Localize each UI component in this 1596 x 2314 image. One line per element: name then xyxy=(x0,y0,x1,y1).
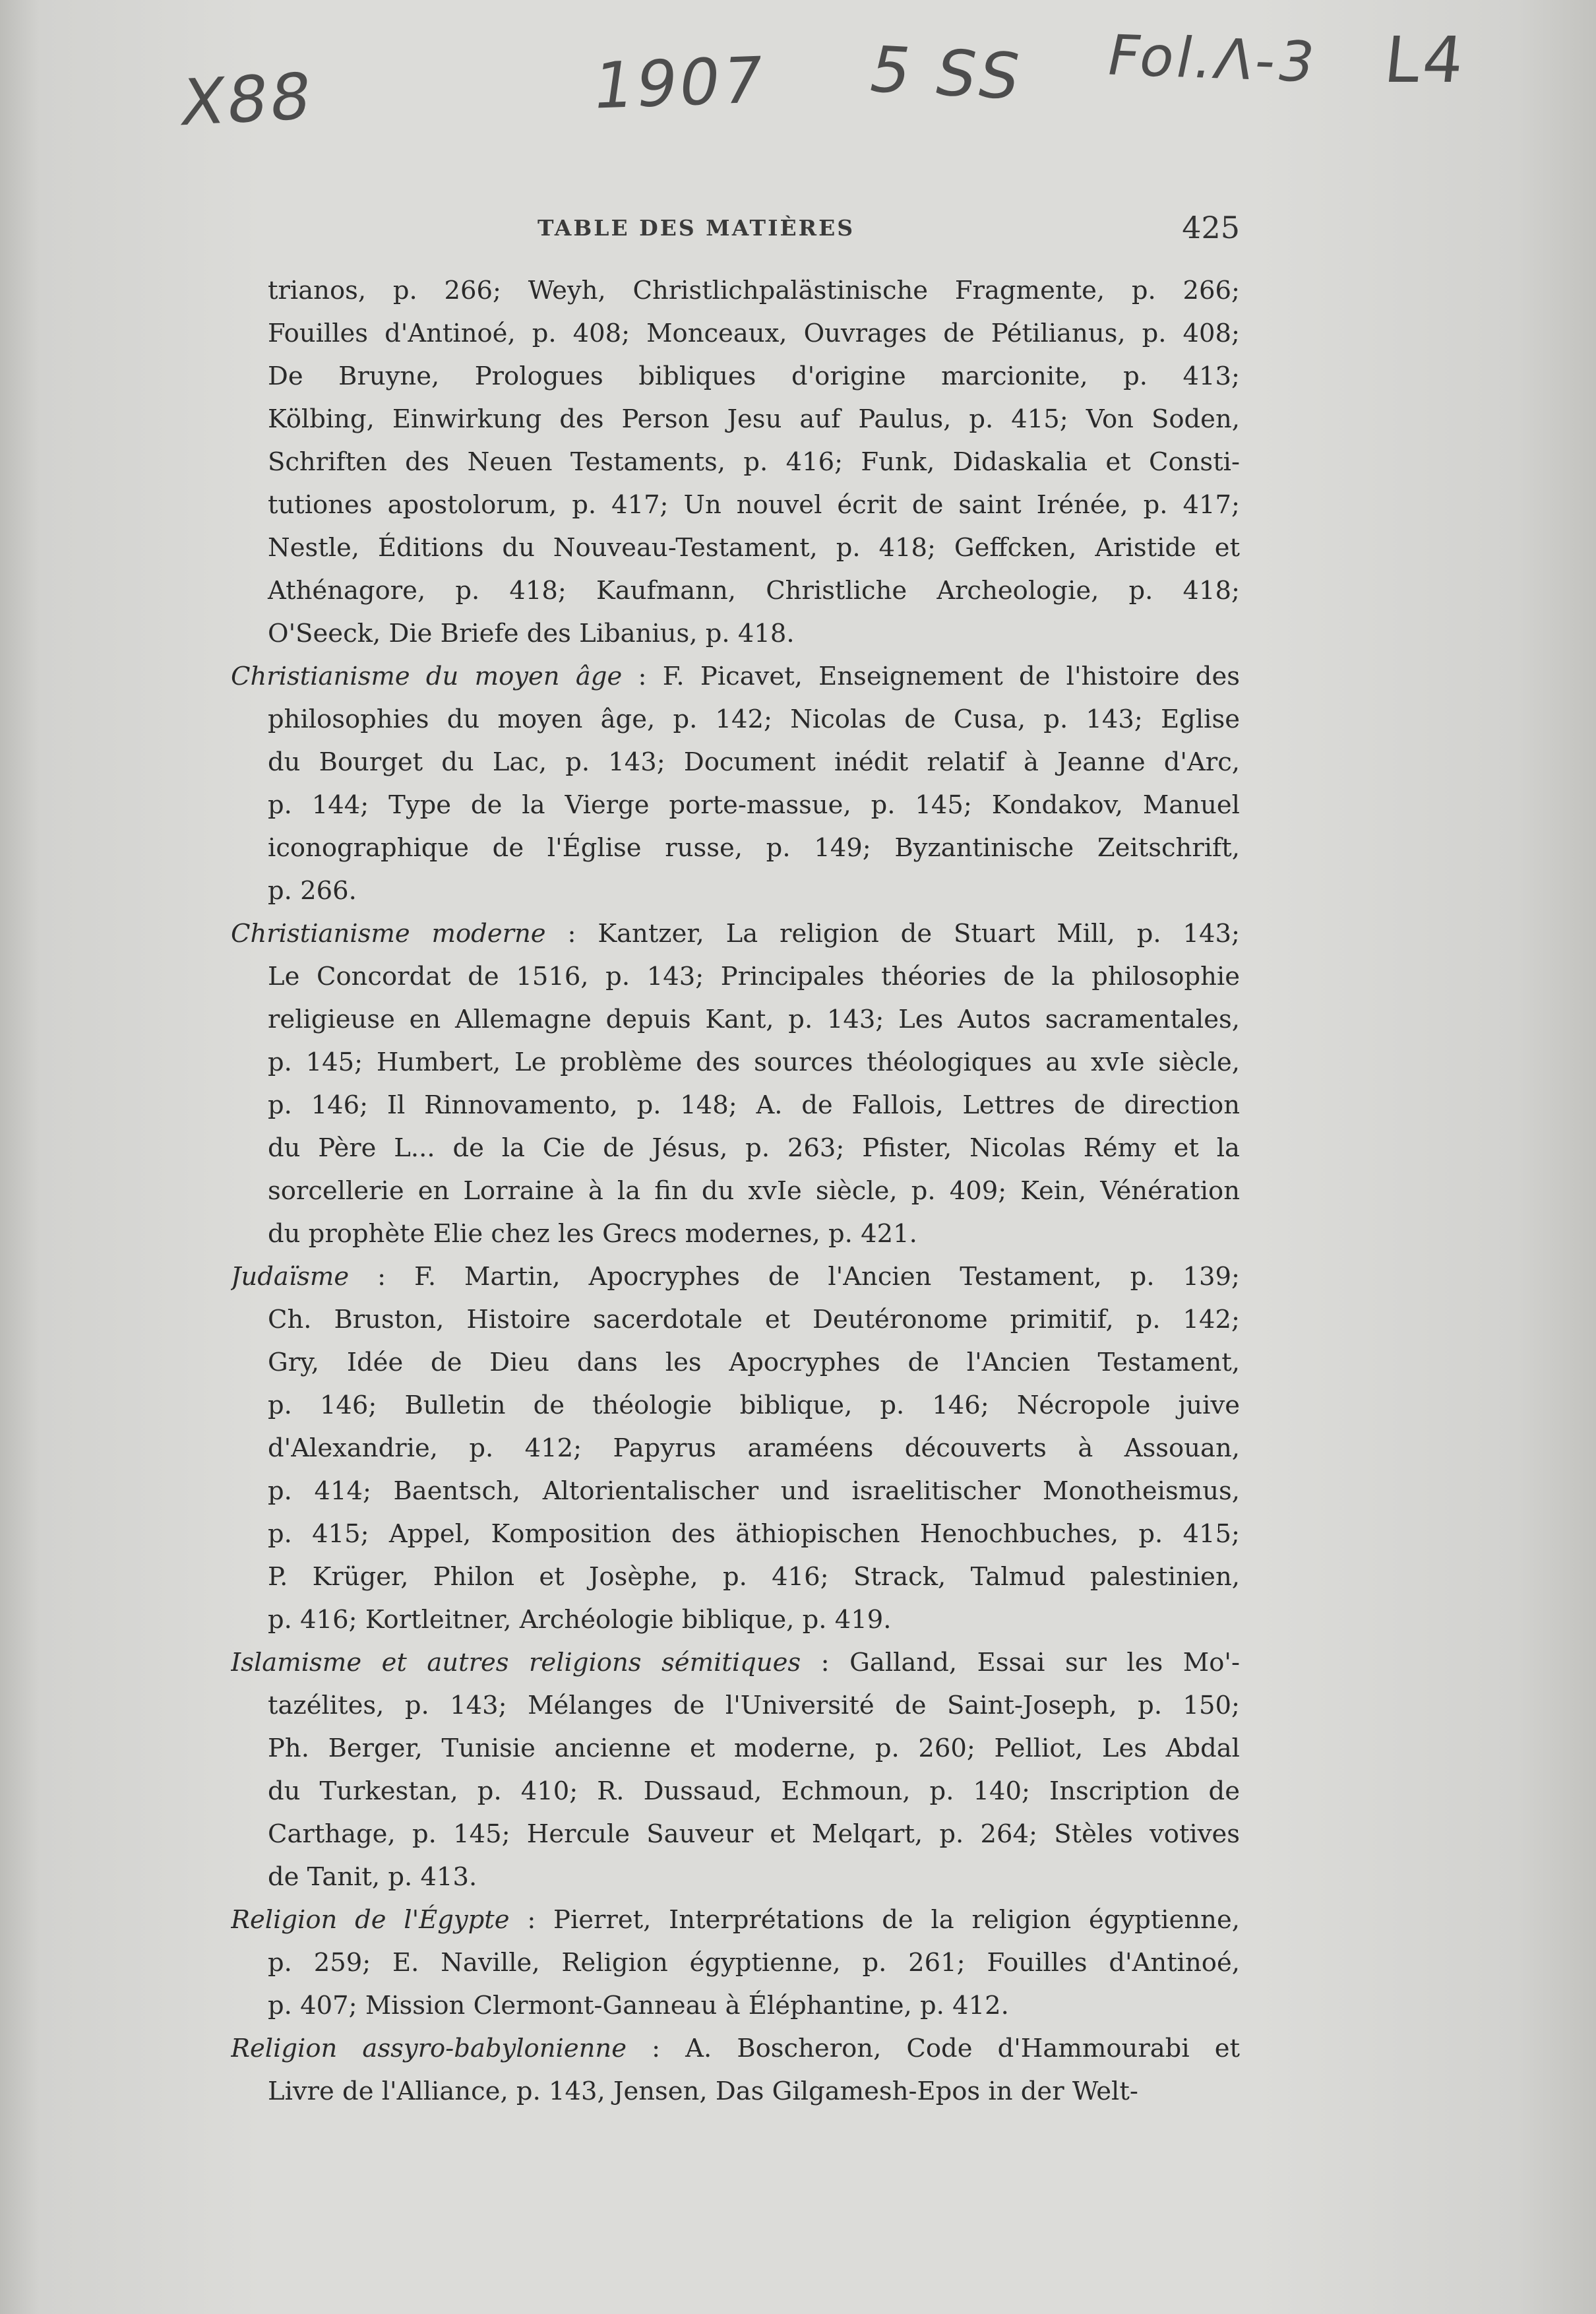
line-text: Ph. Berger, Tunisie ancienne et moderne, p. 260; Pelliot, Les Abdal xyxy=(268,1734,1240,1763)
index-line xyxy=(231,955,1240,998)
line-text: Ch. Bruston, Histoire sacerdotale et Deutéronome primitif, p. 142; xyxy=(268,1305,1240,1334)
index-entry xyxy=(231,269,1240,655)
page-title: TABLE DES MATIÈRES xyxy=(537,215,855,241)
index-line xyxy=(231,1856,1240,1898)
index-line xyxy=(231,869,1240,912)
index-line xyxy=(231,1898,1240,1941)
index-entry xyxy=(231,1255,1240,1641)
line-text: P. Krüger, Philon et Josèphe, p. 416; Strack, Talmud palestinien, xyxy=(268,1562,1240,1592)
line-text: : Kantzer, La religion de Stuart Mill, p. 143; xyxy=(545,919,1240,949)
index-line xyxy=(231,1470,1240,1513)
index-line xyxy=(231,269,1240,312)
line-text: religieuse en Allemagne depuis Kant, p. 143; Les Autos sacramentales, xyxy=(268,1005,1240,1034)
handwritten-note: 5 SS xyxy=(862,32,1031,114)
line-text: Kölbing, Einwirkung des Person Jesu auf Paulus, p. 415; Von Soden, xyxy=(268,404,1240,434)
line-text: De Bruyne, Prologues bibliques d'origine marcionite, p. 413; xyxy=(268,361,1240,391)
line-text: : F. Picavet, Enseignement de l'histoire des xyxy=(622,662,1240,691)
line-text: p. 415; Appel, Komposition des äthiopischen Henochbuches, p. 415; xyxy=(268,1519,1240,1549)
index-line xyxy=(231,655,1240,698)
line-text: p. 259; E. Naville, Religion égyptienne, p. 261; Fouilles d'Antinoé, xyxy=(268,1948,1240,1978)
index-line xyxy=(231,784,1240,827)
handwritten-note: 1907 xyxy=(588,43,771,123)
index-line xyxy=(231,1384,1240,1427)
line-text: du Turkestan, p. 410; R. Dussaud, Echmoun, p. 140; Inscription de xyxy=(268,1776,1240,1806)
index-line xyxy=(231,1427,1240,1470)
rubric-heading: Religion assyro-babylonienne xyxy=(231,2034,627,2063)
index-entry xyxy=(231,655,1240,912)
line-text: p. 407; Mission Clermont-Ganneau à Éléphantine, p. 412. xyxy=(268,1991,1009,2020)
index-line xyxy=(231,1641,1240,1684)
index-line xyxy=(231,312,1240,355)
line-text: d'Alexandrie, p. 412; Papyrus araméens découverts à Assouan, xyxy=(268,1433,1240,1463)
index-line xyxy=(231,1255,1240,1298)
line-text: : A. Boscheron, Code d'Hammourabi et xyxy=(627,2034,1240,2063)
rubric-heading: Judaïsme xyxy=(231,1262,350,1292)
rubric-heading: Christianisme du moyen âge xyxy=(231,662,623,691)
index-line xyxy=(231,2027,1240,2070)
handwritten-note: L4 xyxy=(1381,23,1470,97)
line-text: Athénagore, p. 418; Kaufmann, Christliche Archeologie, p. 418; xyxy=(268,576,1240,606)
index-line xyxy=(231,1170,1240,1212)
line-text: de Tanit, p. 413. xyxy=(268,1862,477,1892)
index-line xyxy=(231,1813,1240,1856)
line-text: philosophies du moyen âge, p. 142; Nicolas de Cusa, p. 143; Eglise xyxy=(268,704,1240,734)
rubric-heading: Islamisme et autres religions sémitiques xyxy=(231,1648,801,1677)
line-text: : F. Martin, Apocryphes de l'Ancien Testament, p. 139; xyxy=(349,1262,1240,1292)
handwritten-note: X88 xyxy=(177,59,318,141)
rubric-heading: Religion de l'Égypte xyxy=(231,1905,510,1935)
index-line xyxy=(231,1513,1240,1555)
line-text: Schriften des Neuen Testaments, p. 416; Funk, Didaskalia et Consti- xyxy=(268,447,1240,477)
index-line xyxy=(231,569,1240,612)
index-line xyxy=(231,1212,1240,1255)
index-line xyxy=(231,698,1240,741)
index-line xyxy=(231,1684,1240,1727)
line-text: Gry, Idée de Dieu dans les Apocryphes de l'Ancien Testament, xyxy=(268,1348,1240,1377)
line-text: du Bourget du Lac, p. 143; Document inédit relatif à Jeanne d'Arc, xyxy=(268,747,1240,777)
line-text: p. 414; Baentsch, Altorientalischer und israelitischer Monotheismus, xyxy=(268,1476,1240,1506)
index-line xyxy=(231,1084,1240,1127)
index-entry xyxy=(231,2027,1240,2113)
line-text: Carthage, p. 145; Hercule Sauveur et Melqart, p. 264; Stèles votives xyxy=(268,1819,1240,1849)
page-number: 425 xyxy=(1182,210,1240,245)
index-line xyxy=(231,355,1240,398)
index-line xyxy=(231,1127,1240,1170)
index-entry xyxy=(231,1898,1240,2027)
index-line xyxy=(231,1341,1240,1384)
running-header xyxy=(264,210,1240,249)
index-line xyxy=(231,1770,1240,1813)
index-line xyxy=(231,441,1240,484)
index-line xyxy=(231,612,1240,655)
line-text: p. 416; Kortleitner, Archéologie biblique, p. 419. xyxy=(268,1605,892,1635)
line-text: p. 144; Type de la Vierge porte-massue, p. 145; Kondakov, Manuel xyxy=(268,790,1240,820)
index-line xyxy=(231,484,1240,526)
index-line xyxy=(231,1298,1240,1341)
index-line xyxy=(231,1598,1240,1641)
line-text: sorcellerie en Lorraine à la fin du xvIe siècle, p. 409; Kein, Vénération xyxy=(268,1176,1240,1206)
index-line xyxy=(231,741,1240,784)
line-text: p. 266. xyxy=(268,876,357,906)
line-text: : Pierret, Interprétations de la religion égyptienne, xyxy=(509,1905,1240,1935)
index-line xyxy=(231,998,1240,1041)
line-text: Livre de l'Alliance, p. 143, Jensen, Das Gilgamesh-Epos in der Welt- xyxy=(268,2077,1138,2106)
line-text: Nestle, Éditions du Nouveau-Testament, p. 418; Geffcken, Aristide et xyxy=(268,533,1240,563)
index-line xyxy=(231,827,1240,869)
index-entry xyxy=(231,912,1240,1255)
line-text: du Père L... de la Cie de Jésus, p. 263; Pfister, Nicolas Rémy et la xyxy=(268,1133,1240,1163)
line-text: tutiones apostolorum, p. 417; Un nouvel écrit de saint Irénée, p. 417; xyxy=(268,490,1240,520)
index-line xyxy=(231,1941,1240,1984)
line-text: O'Seeck, Die Briefe des Libanius, p. 418. xyxy=(268,619,795,648)
index-line xyxy=(231,2070,1240,2113)
index-line xyxy=(231,912,1240,955)
line-text: du prophète Elie chez les Grecs modernes, p. 421. xyxy=(268,1219,917,1249)
index-line xyxy=(231,1984,1240,2027)
index-body xyxy=(231,269,1240,2113)
line-text: Le Concordat de 1516, p. 143; Principales théories de la philosophie xyxy=(268,962,1240,991)
index-line xyxy=(231,1727,1240,1770)
rubric-heading: Christianisme moderne xyxy=(231,919,546,949)
index-entry xyxy=(231,1641,1240,1898)
index-line xyxy=(231,526,1240,569)
index-line xyxy=(231,398,1240,441)
index-line xyxy=(231,1555,1240,1598)
index-line xyxy=(231,1041,1240,1084)
line-text: Fouilles d'Antinoé, p. 408; Monceaux, Ouvrages de Pétilianus, p. 408; xyxy=(268,319,1240,348)
line-text: iconographique de l'Église russe, p. 149; Byzantinische Zeitschrift, xyxy=(268,833,1240,863)
line-text: tazélites, p. 143; Mélanges de l'Université de Saint-Joseph, p. 150; xyxy=(268,1691,1240,1720)
line-text: trianos, p. 266; Weyh, Christlichpalästinische Fragmente, p. 266; xyxy=(268,276,1240,305)
line-text: p. 146; Bulletin de théologie biblique, p. 146; Nécropole juive xyxy=(268,1391,1240,1420)
line-text: p. 146; Il Rinnovamento, p. 148; A. de Fallois, Lettres de direction xyxy=(268,1090,1240,1120)
line-text: p. 145; Humbert, Le problème des sources théologiques au xvIe siècle, xyxy=(268,1048,1240,1077)
handwritten-note: Fol.Λ-3 xyxy=(1101,22,1324,95)
line-text: : Galland, Essai sur les Mo'- xyxy=(801,1648,1240,1677)
